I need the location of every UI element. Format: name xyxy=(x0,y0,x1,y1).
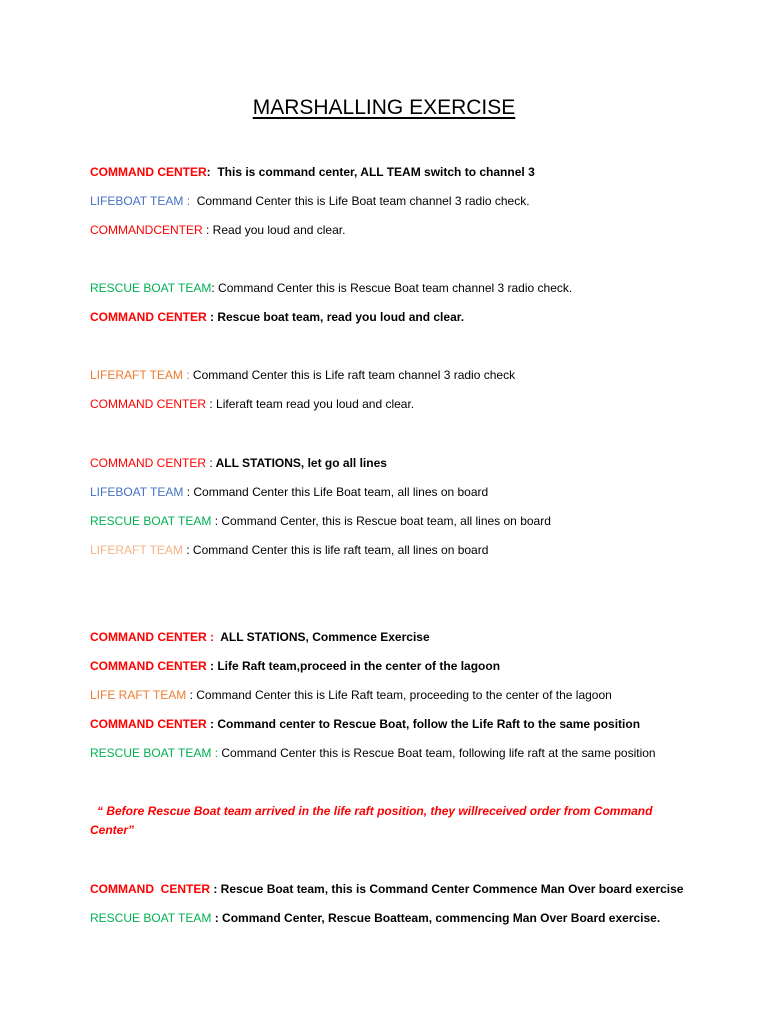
dialogue-line xyxy=(90,164,730,180)
separator: : xyxy=(206,165,211,179)
dialogue-line xyxy=(90,455,730,471)
speaker-label: COMMAND CENTER xyxy=(90,456,210,470)
separator: : xyxy=(210,659,214,673)
message-text: Command center to Rescue Boat, follow the Life Raft to the same position xyxy=(214,717,641,731)
message-text: Command Center, this is Rescue boat team, all lines on board xyxy=(218,514,551,528)
message-text: Liferaft team read you loud and clear. xyxy=(212,397,415,411)
separator: : xyxy=(186,543,190,557)
message-text: Command Center this is Life raft team channel 3 radio check xyxy=(189,368,516,382)
speaker-label: LIFE RAFT TEAM xyxy=(90,688,190,702)
speaker-label: COMMANDCENTER xyxy=(90,223,206,237)
message-text: Command Center this is Life Raft team, proceeding to the center of the lagoon xyxy=(192,688,612,702)
dialogue-line xyxy=(90,280,730,296)
speaker-label: COMMAND CENTER xyxy=(90,882,214,896)
separator: : xyxy=(214,514,219,528)
message-text: Command Center this is life raft team, all lines on board xyxy=(189,543,489,557)
speaker-label: RESCUE BOAT TEAM xyxy=(90,911,215,925)
message-text: This is command center, ALL TEAM switch to channel 3 xyxy=(210,165,535,179)
message-text: Command Center this is Rescue Boat team channel 3 radio check. xyxy=(214,281,573,295)
speaker-label: LIFERAFT TEAM xyxy=(90,368,187,382)
speaker-label: COMMAND CENTER xyxy=(90,397,210,411)
speaker-label: COMMAND CENTER xyxy=(90,630,210,644)
document-title xyxy=(0,94,768,122)
dialogue-line xyxy=(90,542,730,558)
message-text: ALL STATIONS, let go all lines xyxy=(212,456,387,470)
message-text: Rescue boat team, read you loud and clear. xyxy=(214,310,465,324)
speaker-label: COMMAND CENTER xyxy=(90,717,210,731)
dialogue-line xyxy=(90,881,730,897)
separator: : xyxy=(189,688,193,702)
dialogue-line xyxy=(90,910,730,926)
speaker-label: COMMAND CENTER xyxy=(90,659,210,673)
speaker-label: RESCUE BOAT TEAM xyxy=(90,514,215,528)
dialogue-line xyxy=(90,484,730,500)
speaker-label: COMMAND CENTER xyxy=(90,310,210,324)
separator: : xyxy=(213,882,218,896)
exercise-note: “ Before Rescue Boat team arrived in the life raft position, they willreceived order from Command Center” xyxy=(90,804,653,837)
dialogue-line xyxy=(90,716,730,732)
dialogue-line xyxy=(90,629,730,645)
separator: : xyxy=(210,717,214,731)
speaker-label: RESCUE BOAT TEAM xyxy=(90,281,212,295)
dialogue-line xyxy=(90,309,730,325)
separator: : xyxy=(214,911,219,925)
message-text: Command Center, Rescue Boatteam, commencing Man Over Board exercise. xyxy=(218,911,661,925)
message-text: Read you loud and clear. xyxy=(209,223,346,237)
separator: : xyxy=(206,223,210,237)
speaker-label: COMMAND CENTER xyxy=(90,165,207,179)
separator: : xyxy=(210,310,214,324)
dialogue-line xyxy=(90,513,730,529)
message-text: ALL STATIONS, Commence Exercise xyxy=(214,630,430,644)
speaker-label: LIFEBOAT TEAM xyxy=(90,485,187,499)
dialogue-line xyxy=(90,396,730,412)
separator: : xyxy=(186,368,190,382)
dialogue-line xyxy=(90,222,730,238)
title-text: MARSHALLING EXERCISE xyxy=(252,96,516,119)
separator: : xyxy=(186,194,191,208)
dialogue-line xyxy=(90,367,730,383)
message-text: Command Center this is Rescue Boat team, following life raft at the same position xyxy=(218,746,656,760)
separator: : xyxy=(210,630,214,644)
message-text: Rescue Boat team, this is Command Center Commence Man Over board exercise xyxy=(217,882,684,896)
separator: : xyxy=(211,281,215,295)
dialogue-line xyxy=(90,193,730,209)
dialogue-line xyxy=(90,658,730,674)
message-text: Life Raft team,proceed in the center of the lagoon xyxy=(214,659,501,673)
dialogue-line xyxy=(90,687,730,703)
dialogue-line xyxy=(90,745,730,761)
separator: : xyxy=(209,456,213,470)
separator: : xyxy=(209,397,213,411)
message-text: Command Center this is Life Boat team channel 3 radio check. xyxy=(190,194,530,208)
separator: : xyxy=(186,485,191,499)
separator: : xyxy=(214,746,219,760)
speaker-label: RESCUE BOAT TEAM xyxy=(90,746,215,760)
speaker-label: LIFERAFT TEAM xyxy=(90,543,187,557)
message-text: Command Center this Life Boat team, all lines on board xyxy=(190,485,489,499)
speaker-label: LIFEBOAT TEAM xyxy=(90,194,187,208)
